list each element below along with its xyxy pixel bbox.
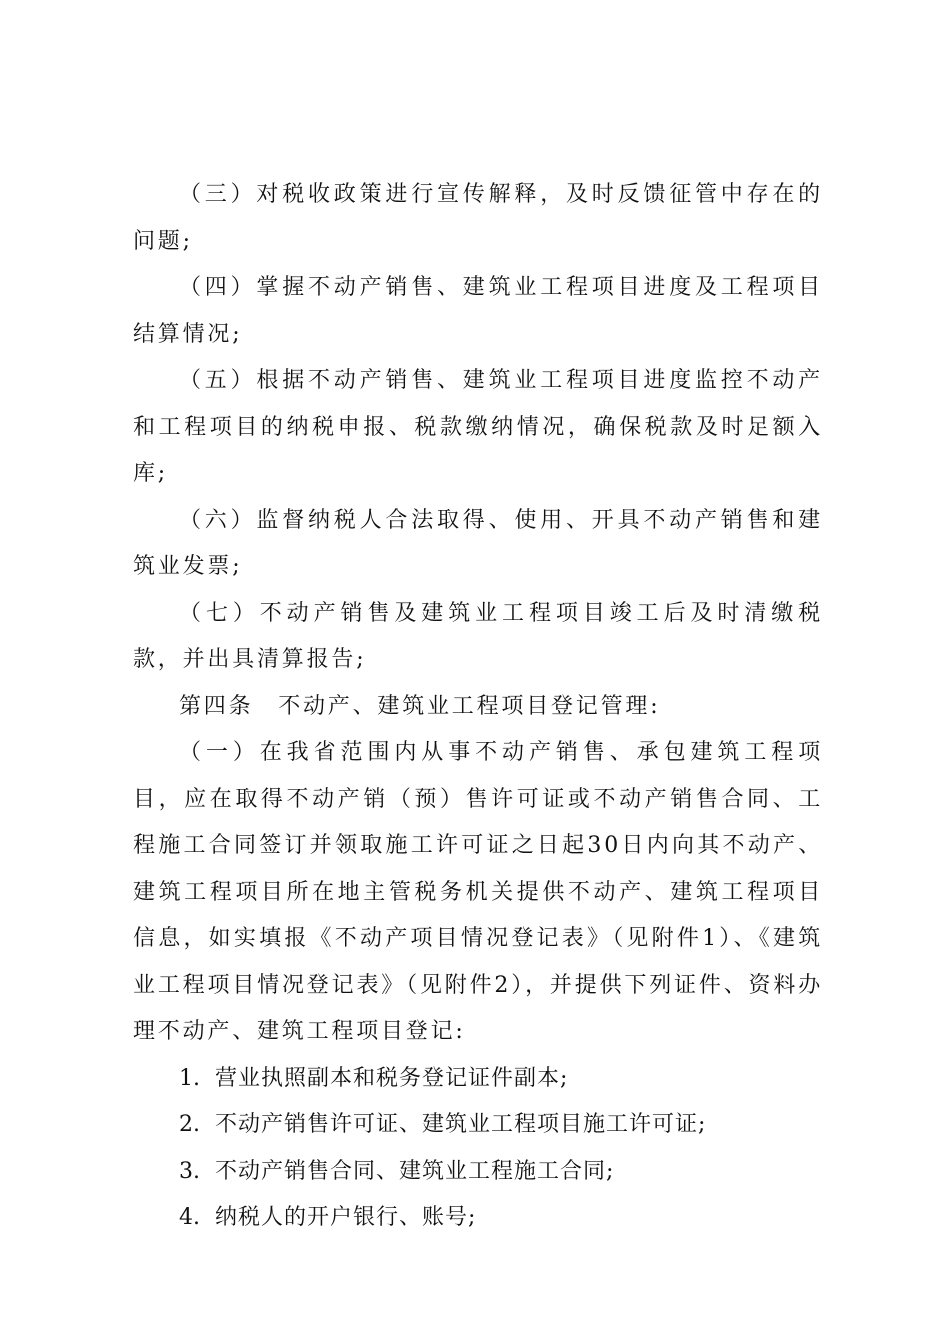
list-item-text: 纳税人的开户银行、账号; bbox=[215, 1205, 477, 1230]
article-4-heading: 第四条 不动产、建筑业工程项目登记管理: bbox=[179, 693, 661, 719]
list-item-number: 2. bbox=[179, 1112, 200, 1137]
list-item-text: 营业执照副本和税务登记证件副本; bbox=[215, 1065, 569, 1091]
paragraph-item-6: （六）监督纳税人合法取得、使用、开具不动产销售和建筑业发票; bbox=[133, 507, 823, 579]
list-item-text: 不动产销售许可证、建筑业工程项目施工许可证; bbox=[215, 1112, 707, 1137]
list-item-number: 3. bbox=[179, 1158, 200, 1184]
paragraph-item-4: （四）掌握不动产销售、建筑业工程项目进度及工程项目结算情况; bbox=[133, 275, 823, 347]
list-item bbox=[133, 1195, 823, 1242]
paragraph-item-5: （五）根据不动产销售、建筑业工程项目进度监控不动产和工程项目的纳税申报、税款缴纳情况，确保税款及时足额入库; bbox=[133, 368, 823, 486]
paragraph-item-7: （七）不动产销售及建筑业工程项目竣工后及时清缴税款，并出具清算报告; bbox=[133, 600, 823, 672]
list-item-number: 1. bbox=[179, 1065, 200, 1091]
article-4-paragraph-1: （一）在我省范围内从事不动产销售、承包建筑工程项目，应在取得不动产销（预）售许可证或不动产销售合同、工程施工合同签订并领取施工许可证之日起30日内向其不动产、建筑工程项目所在地主管税务机关提供不动产、建筑工程项目信息，如实填报《不动产项目情况登记表》（见附件1）、《建筑业工程项目情况登记表》（见附件2），并提供下列证件、资料办理不动产、建筑工程项目登记: bbox=[133, 740, 823, 1044]
list-item bbox=[133, 1149, 823, 1196]
list-item-number: 4. bbox=[179, 1205, 200, 1230]
list-item-text: 不动产销售合同、建筑业工程施工合同; bbox=[215, 1158, 615, 1184]
paragraph-item-3: （三）对税收政策进行宣传解释，及时反馈征管中存在的问题; bbox=[133, 182, 823, 254]
list-item bbox=[133, 1056, 823, 1103]
document-body bbox=[133, 172, 823, 1242]
required-documents-list bbox=[133, 1056, 823, 1242]
list-item bbox=[133, 1102, 823, 1149]
